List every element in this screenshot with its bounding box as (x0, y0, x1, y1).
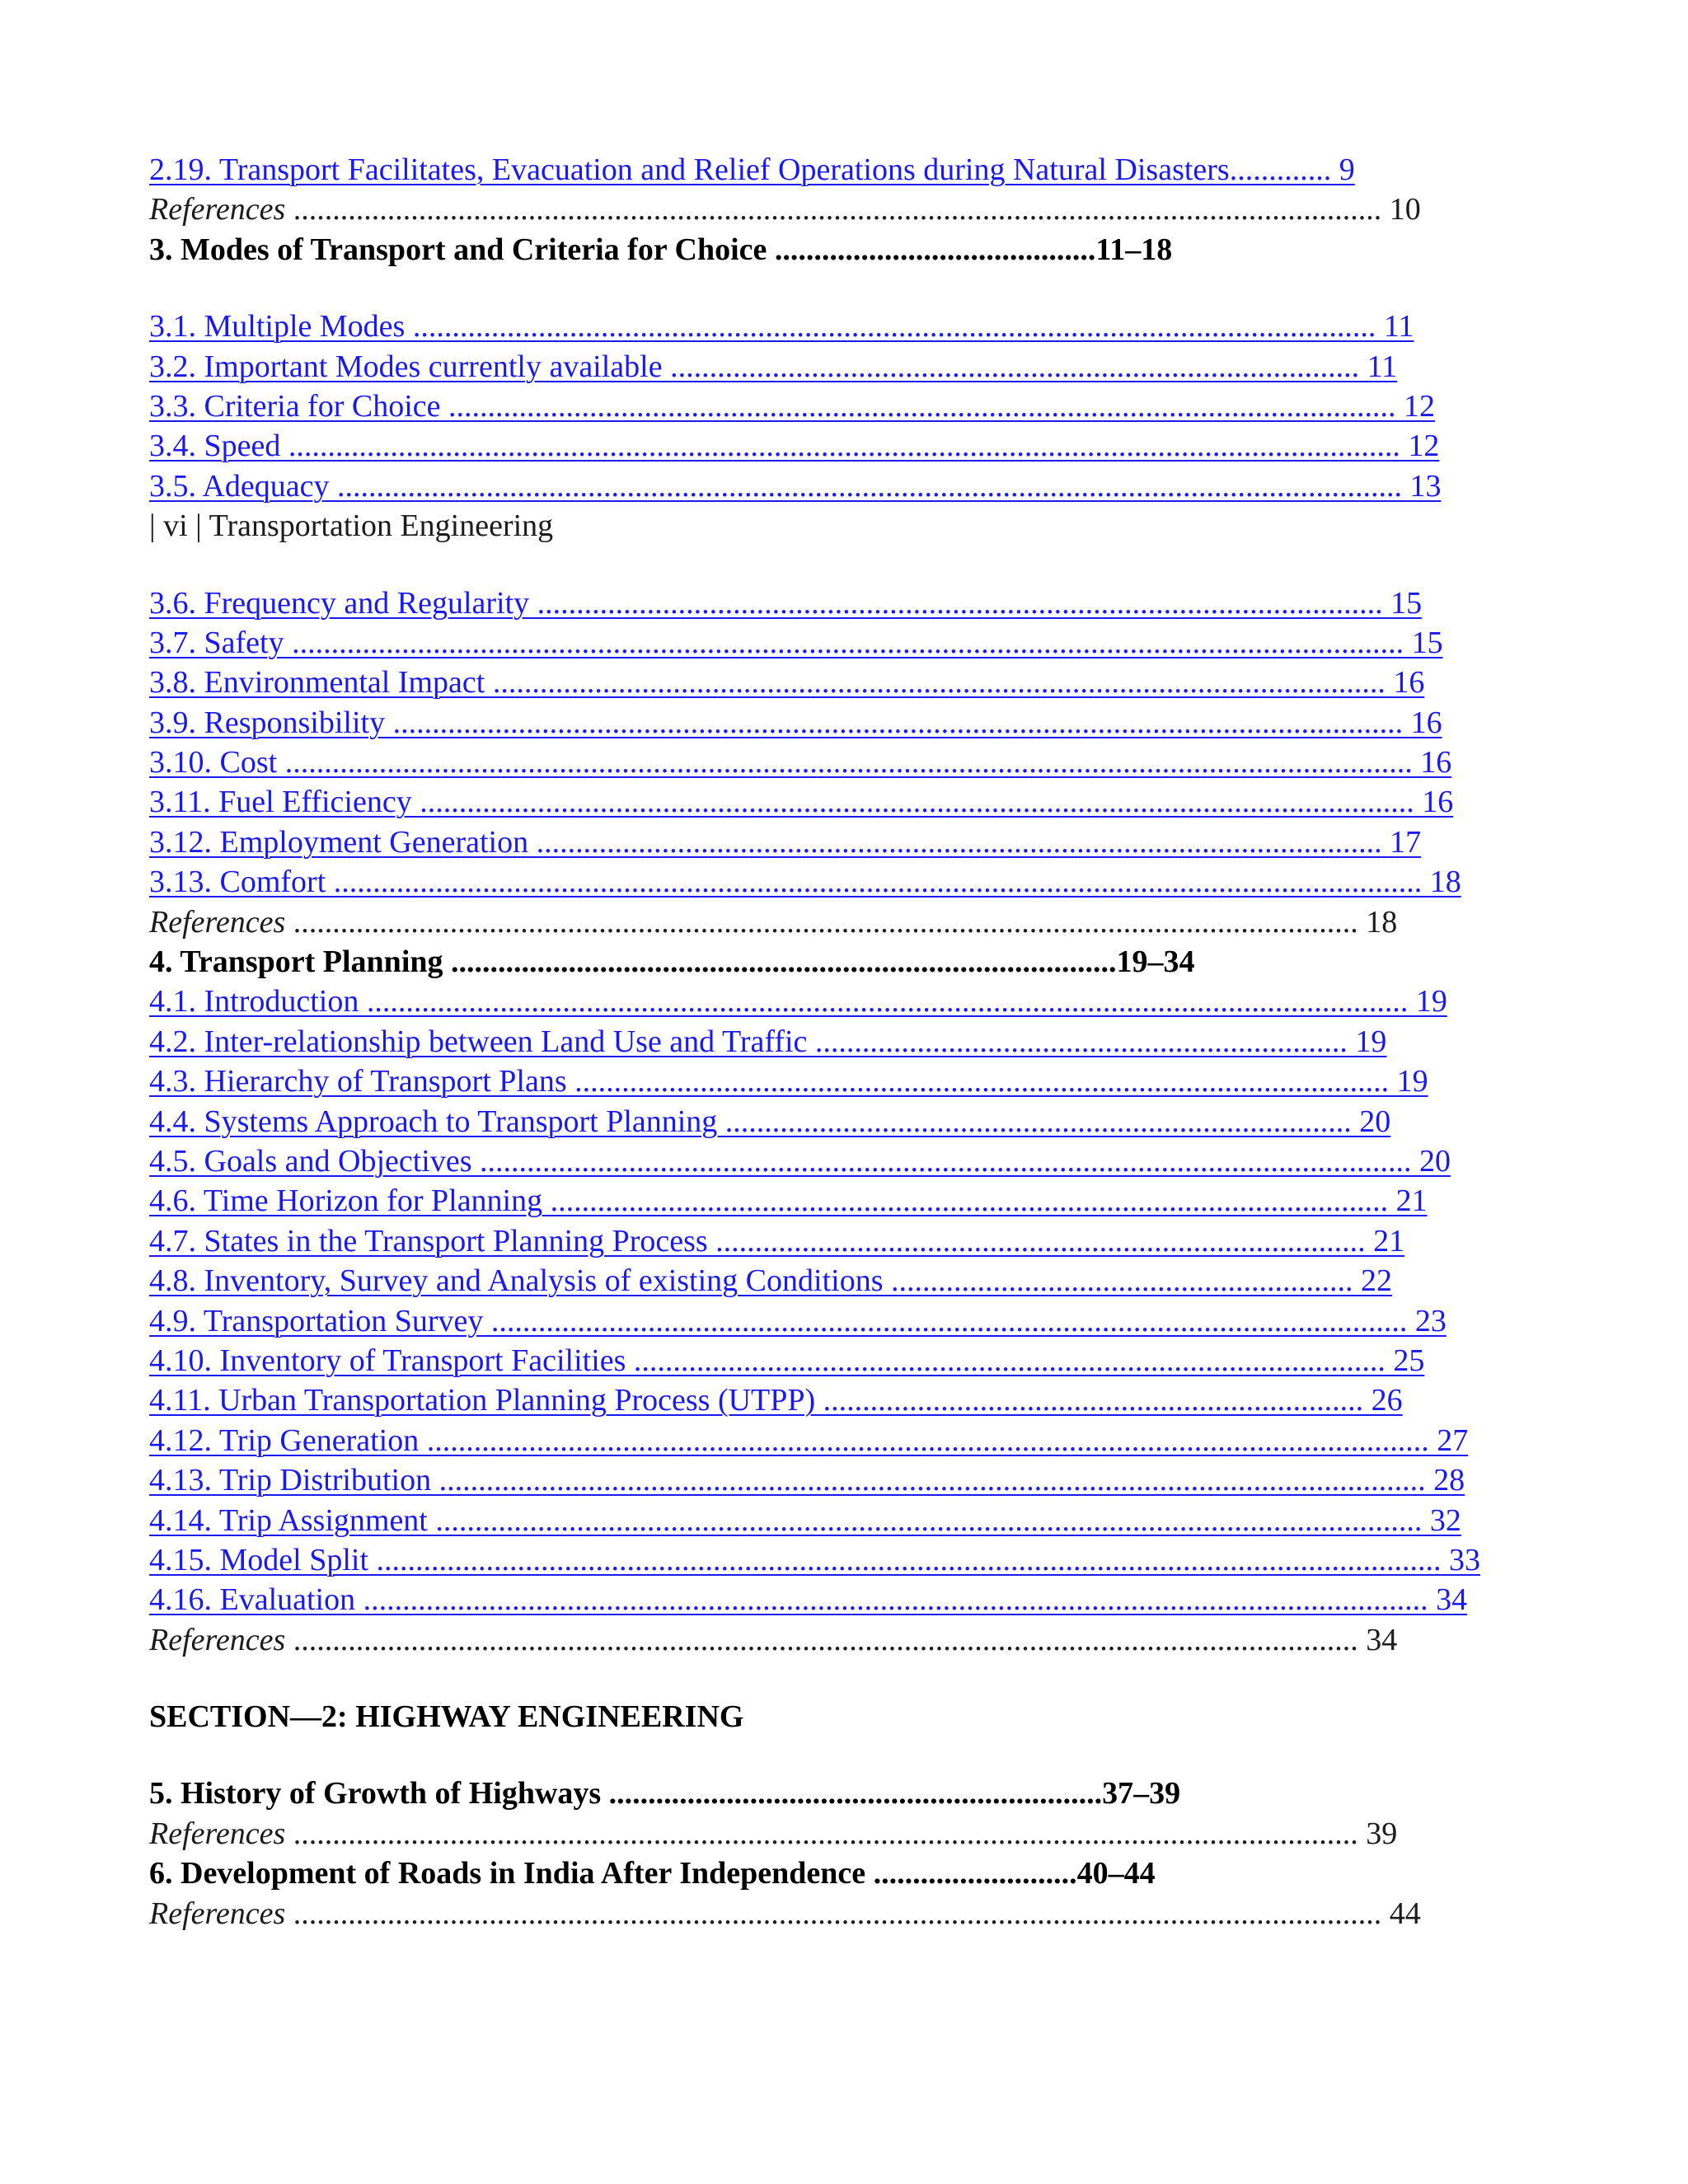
page-number: 18 (1366, 904, 1398, 940)
toc-entry (149, 663, 1534, 702)
toc-entry-link[interactable]: 2.19. Transport Facilitates, Evacuation and Relief Operations during Natural Disasters............. 9 (149, 152, 1355, 187)
spacer (149, 269, 1534, 307)
references-label: References (149, 1622, 286, 1657)
dot-leader: ........................................................................................................................................... (285, 192, 1390, 227)
toc-entry-link[interactable]: 3.9. Responsibility ................................................................................................................................. 16 (149, 705, 1442, 740)
toc-entry-link[interactable]: 3.12. Employment Generation ............................................................................................................ 17 (149, 824, 1422, 860)
references-label: References (149, 904, 286, 940)
page-number: 10 (1389, 192, 1421, 227)
toc-entry (149, 426, 1534, 466)
toc-entry (149, 466, 1534, 506)
references-entry (149, 1814, 1534, 1854)
toc-entry (149, 1501, 1534, 1540)
spacer (149, 1660, 1534, 1697)
toc-entry-link[interactable]: 4.11. Urban Transportation Planning Process (UTPP) ..................................................................... 26 (149, 1383, 1403, 1418)
toc-entry (149, 982, 1534, 1021)
toc-entry (149, 703, 1534, 743)
chapter-heading (149, 942, 1534, 982)
dot-leader: ........................................................................................................................................ (285, 1622, 1367, 1657)
references-label: References (149, 192, 286, 227)
toc-entry-link[interactable]: 3.2. Important Modes currently available ........................................................................................ 11 (149, 349, 1398, 384)
toc-entry (149, 387, 1534, 426)
dot-leader: ........................................................................................................................................ (285, 1816, 1367, 1851)
chapter-heading (149, 1854, 1534, 1893)
toc-entry (149, 743, 1534, 782)
toc-entry (149, 307, 1534, 346)
references-label: References (149, 1896, 286, 1931)
toc-entry-link[interactable]: 4.8. Inventory, Survey and Analysis of existing Conditions ........................................................... 22 (149, 1263, 1392, 1299)
chapter-title: 5. History of Growth of Highways ...............................................................37–39 (149, 1776, 1181, 1811)
references-entry (149, 902, 1534, 942)
toc-entry-link[interactable]: 3.11. Fuel Efficiency ............................................................................................................................... 16 (149, 785, 1454, 820)
chapter-heading (149, 230, 1534, 269)
page-number: 44 (1389, 1896, 1421, 1931)
toc-entry (149, 1460, 1534, 1500)
toc-entry-link[interactable]: 4.13. Trip Distribution .............................................................................................................................. 28 (149, 1463, 1465, 1498)
references-entry (149, 1620, 1534, 1660)
toc-entry (149, 862, 1534, 902)
toc-entry (149, 1221, 1534, 1261)
toc-entry-link[interactable]: 4.12. Trip Generation ................................................................................................................................ 27 (149, 1422, 1469, 1458)
toc-entry (149, 150, 1534, 190)
toc-entry-link[interactable]: 4.10. Inventory of Transport Facilities ................................................................................................ 25 (149, 1343, 1425, 1378)
toc-entry-link[interactable]: 4.2. Inter-relationship between Land Use and Traffic .................................................................... 19 (149, 1024, 1387, 1059)
toc-entry-link[interactable]: 4.3. Hierarchy of Transport Plans ........................................................................................................ 19 (149, 1064, 1428, 1099)
toc-entry-link[interactable]: 4.1. Introduction ..................................................................................................................................... 19 (149, 984, 1447, 1019)
toc-entry-link[interactable]: 4.9. Transportation Survey ..................................................................................................................... 23 (149, 1303, 1447, 1338)
running-header (149, 506, 1534, 546)
toc-entry (149, 1301, 1534, 1341)
page-number: 39 (1366, 1816, 1398, 1851)
section-heading (149, 1697, 1534, 1736)
toc-entry (149, 1540, 1534, 1580)
toc-entry-link[interactable]: 3.7. Safety .............................................................................................................................................. 15 (149, 625, 1443, 660)
toc-entry (149, 1421, 1534, 1460)
toc-entry-link[interactable]: 4.7. States in the Transport Planning Process ................................................................................... 21 (149, 1223, 1405, 1258)
spacer (149, 1736, 1534, 1774)
references-label: References (149, 1816, 286, 1851)
toc-entry (149, 1022, 1534, 1062)
running-header-text: | vi | Transportation Engineering (149, 509, 554, 544)
dot-leader: ........................................................................................................................................ (285, 904, 1367, 940)
toc-entry (149, 1380, 1534, 1420)
toc-entry (149, 1062, 1534, 1101)
toc-entry (149, 347, 1534, 387)
toc-entry (149, 623, 1534, 663)
references-entry (149, 190, 1534, 229)
page-number: 34 (1366, 1622, 1398, 1657)
toc-entry-link[interactable]: 4.14. Trip Assignment .............................................................................................................................. 32 (149, 1502, 1461, 1538)
toc-entry (149, 1580, 1534, 1619)
chapter-title: 3. Modes of Transport and Criteria for Choice .........................................11–18 (149, 232, 1173, 267)
toc-entry-link[interactable]: 3.13. Comfort ........................................................................................................................................... 18 (149, 865, 1461, 900)
toc-entry-link[interactable]: 3.6. Frequency and Regularity ............................................................................................................ 15 (149, 585, 1423, 621)
toc-entry (149, 1102, 1534, 1141)
section-title: SECTION—2: HIGHWAY ENGINEERING (149, 1699, 744, 1735)
toc-entry-link[interactable]: 4.5. Goals and Objectives ....................................................................................................................... 20 (149, 1143, 1451, 1179)
chapter-title: 4. Transport Planning .....................................................................................19–34 (149, 944, 1195, 980)
toc-entry-link[interactable]: 4.15. Model Split ........................................................................................................................................ 33 (149, 1542, 1481, 1577)
toc-entry (149, 1341, 1534, 1380)
toc-entry-link[interactable]: 4.6. Time Horizon for Planning ........................................................................................................... 21 (149, 1183, 1428, 1219)
toc-entry-link[interactable]: 3.8. Environmental Impact .................................................................................................................. 16 (149, 665, 1425, 701)
toc-entry-link[interactable]: 3.1. Multiple Modes ........................................................................................................................... 11 (149, 309, 1414, 344)
toc-entry (149, 1181, 1534, 1221)
toc-entry-link[interactable]: 4.4. Systems Approach to Transport Planning ................................................................................ 20 (149, 1104, 1391, 1139)
toc-entry-link[interactable]: 3.10. Cost ................................................................................................................................................ 16 (149, 745, 1452, 780)
table-of-contents (149, 150, 1534, 1933)
toc-entry-link[interactable]: 3.5. Adequacy ........................................................................................................................................ 13 (149, 468, 1442, 504)
toc-entry (149, 823, 1534, 862)
toc-entry (149, 1141, 1534, 1181)
toc-entry (149, 583, 1534, 623)
toc-entry (149, 1261, 1534, 1301)
spacer (149, 546, 1534, 583)
toc-entry-link[interactable]: 3.3. Criteria for Choice ......................................................................................................................... 12 (149, 388, 1436, 424)
dot-leader: ........................................................................................................................................... (285, 1896, 1390, 1931)
toc-entry (149, 782, 1534, 822)
references-entry (149, 1894, 1534, 1933)
chapter-title: 6. Development of Roads in India After Independence ..........................40–44 (149, 1856, 1156, 1891)
chapter-heading (149, 1774, 1534, 1813)
toc-entry-link[interactable]: 4.16. Evaluation ........................................................................................................................................ 34 (149, 1582, 1468, 1618)
toc-entry-link[interactable]: 3.4. Speed .............................................................................................................................................. 12 (149, 429, 1440, 464)
